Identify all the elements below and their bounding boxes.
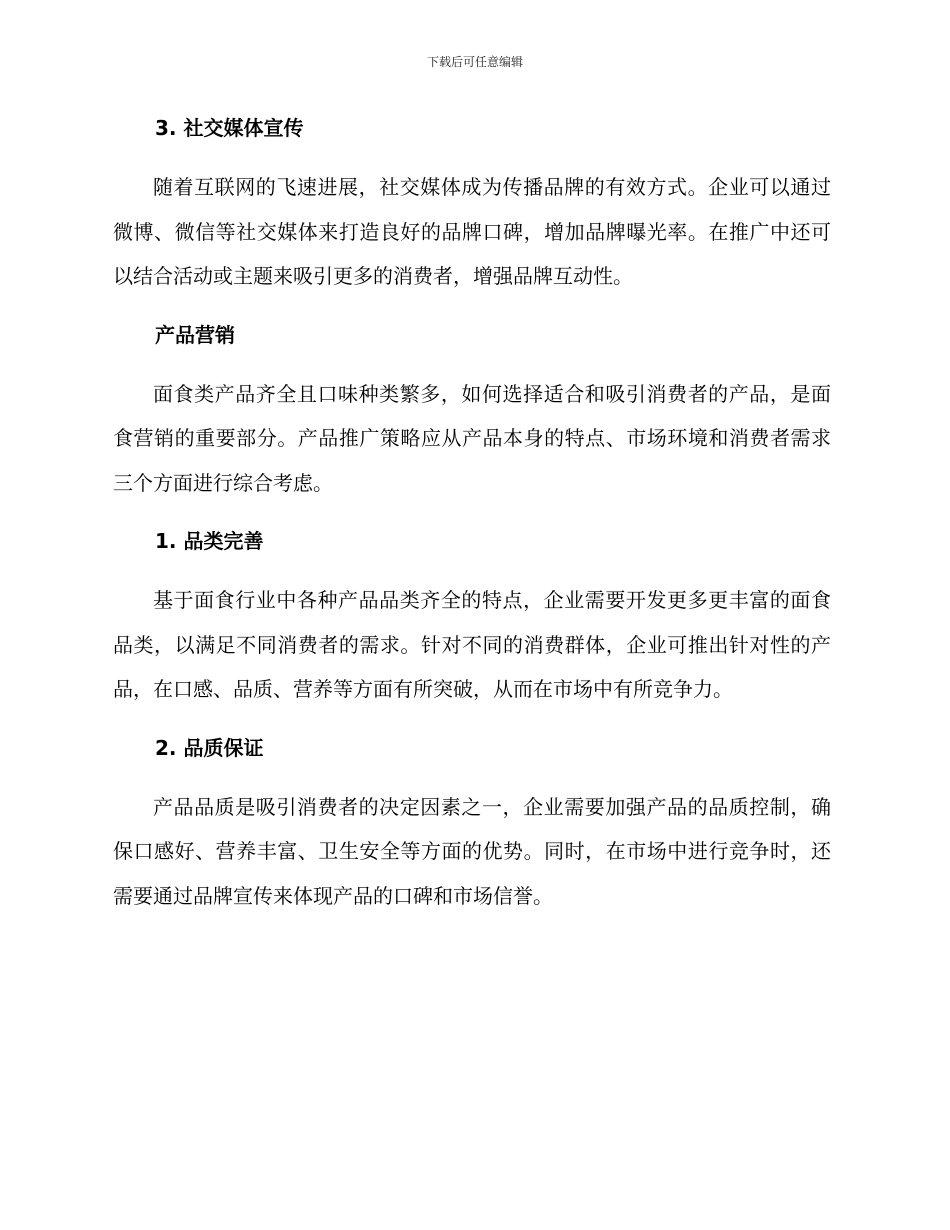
section-heading-quality: 2. 品质保证 [155, 735, 264, 760]
document-body [113, 112, 831, 918]
section-paragraph-quality: 产品品质是吸引消费者的决定因素之一，企业需要加强产品的品质控制，确保口感好、营养丰富、卫生安全等方面的优势。同时，在市场中进行竞争时，还需要通过品牌宣传来体现产品的口碑和市场信誉。 [113, 794, 831, 908]
section-paragraph-social-media: 随着互联网的飞速进展，社交媒体成为传播品牌的有效方式。企业可以通过微博、微信等社交媒体来打造良好的品牌口碑，增加品牌曝光率。在推广中还可以结合活动或主题来吸引更多的消费者，增强品牌互动性。 [113, 175, 831, 288]
section-heading-category: 1. 品类完善 [155, 529, 264, 553]
section-paragraph-product-marketing: 面食类产品齐全且口味种类繁多，如何选择适合和吸引消费者的产品，是面食营销的重要部分。产品推广策略应从产品本身的特点、市场环境和消费者需求三个方面进行综合考虑。 [113, 381, 831, 495]
section-heading-social-media: 3. 社交媒体宣传 [155, 116, 304, 140]
section-heading-product-marketing: 产品营销 [155, 322, 235, 347]
section-paragraph-category: 基于面食行业中各种产品品类齐全的特点，企业需要开发更多更丰富的面食品类，以满足不同消费者的需求。针对不同的消费群体，企业可推出针对性的产品，在口感、品质、营养等方面有所突破，从而在市场中有所竞争力。 [113, 588, 831, 701]
page-header-note: 下载后可任意编辑 [426, 55, 523, 69]
